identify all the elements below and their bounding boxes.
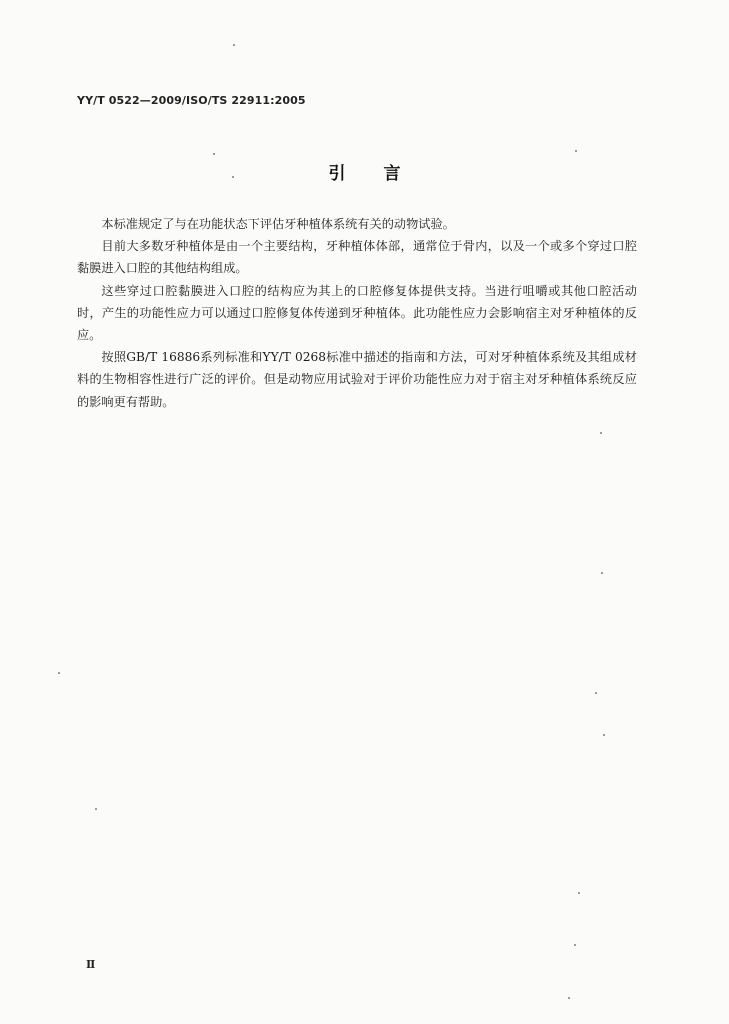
standard-number: YY/T 0522—2009/ISO/TS 22911:2005 [77, 94, 306, 107]
scan-speck [603, 734, 605, 736]
scan-speck [595, 692, 597, 694]
introduction-body [77, 213, 637, 413]
scan-speck [213, 153, 215, 155]
scan-speck [601, 572, 603, 574]
page-number: Ⅱ [86, 958, 96, 971]
scan-speck [574, 944, 576, 946]
scan-speck [600, 432, 602, 434]
paragraph-scope: 本标准规定了与在功能状态下评估牙种植体系统有关的动物试验。 [101, 217, 455, 231]
scan-speck [233, 44, 235, 46]
paragraph-implant-structure: 目前大多数牙种植体是由一个主要结构，牙种植体体部，通常位于骨内，以及一个或多个穿过口腔黏膜进入口腔的其他结构组成。 [77, 239, 637, 276]
paragraph-functional-stress: 这些穿过口腔黏膜进入口腔的结构应为其上的口腔修复体提供支持。当进行咀嚼或其他口腔活动时，产生的功能性应力可以通过口腔修复体传递到牙种植体。此功能性应力会影响宿主对牙种植体的反应。 [77, 283, 637, 343]
section-title [0, 159, 729, 184]
scan-speck [58, 672, 60, 674]
scan-speck [232, 176, 234, 178]
scan-speck [578, 892, 580, 894]
section-title-char-1: 引 [328, 164, 346, 184]
scan-speck [95, 808, 97, 810]
section-title-char-2: 言 [383, 164, 401, 184]
scan-speck [568, 997, 570, 999]
scan-speck [575, 150, 577, 152]
paragraph-evaluation: 按照GB/T 16886系列标准和YY/T 0268标准中描述的指南和方法，可对牙种植体系统及其组成材料的生物相容性进行广泛的评价。但是动物应用试验对于评价功能性应力对于宿主对牙种植体系统反应的影响更有帮助。 [77, 350, 637, 409]
